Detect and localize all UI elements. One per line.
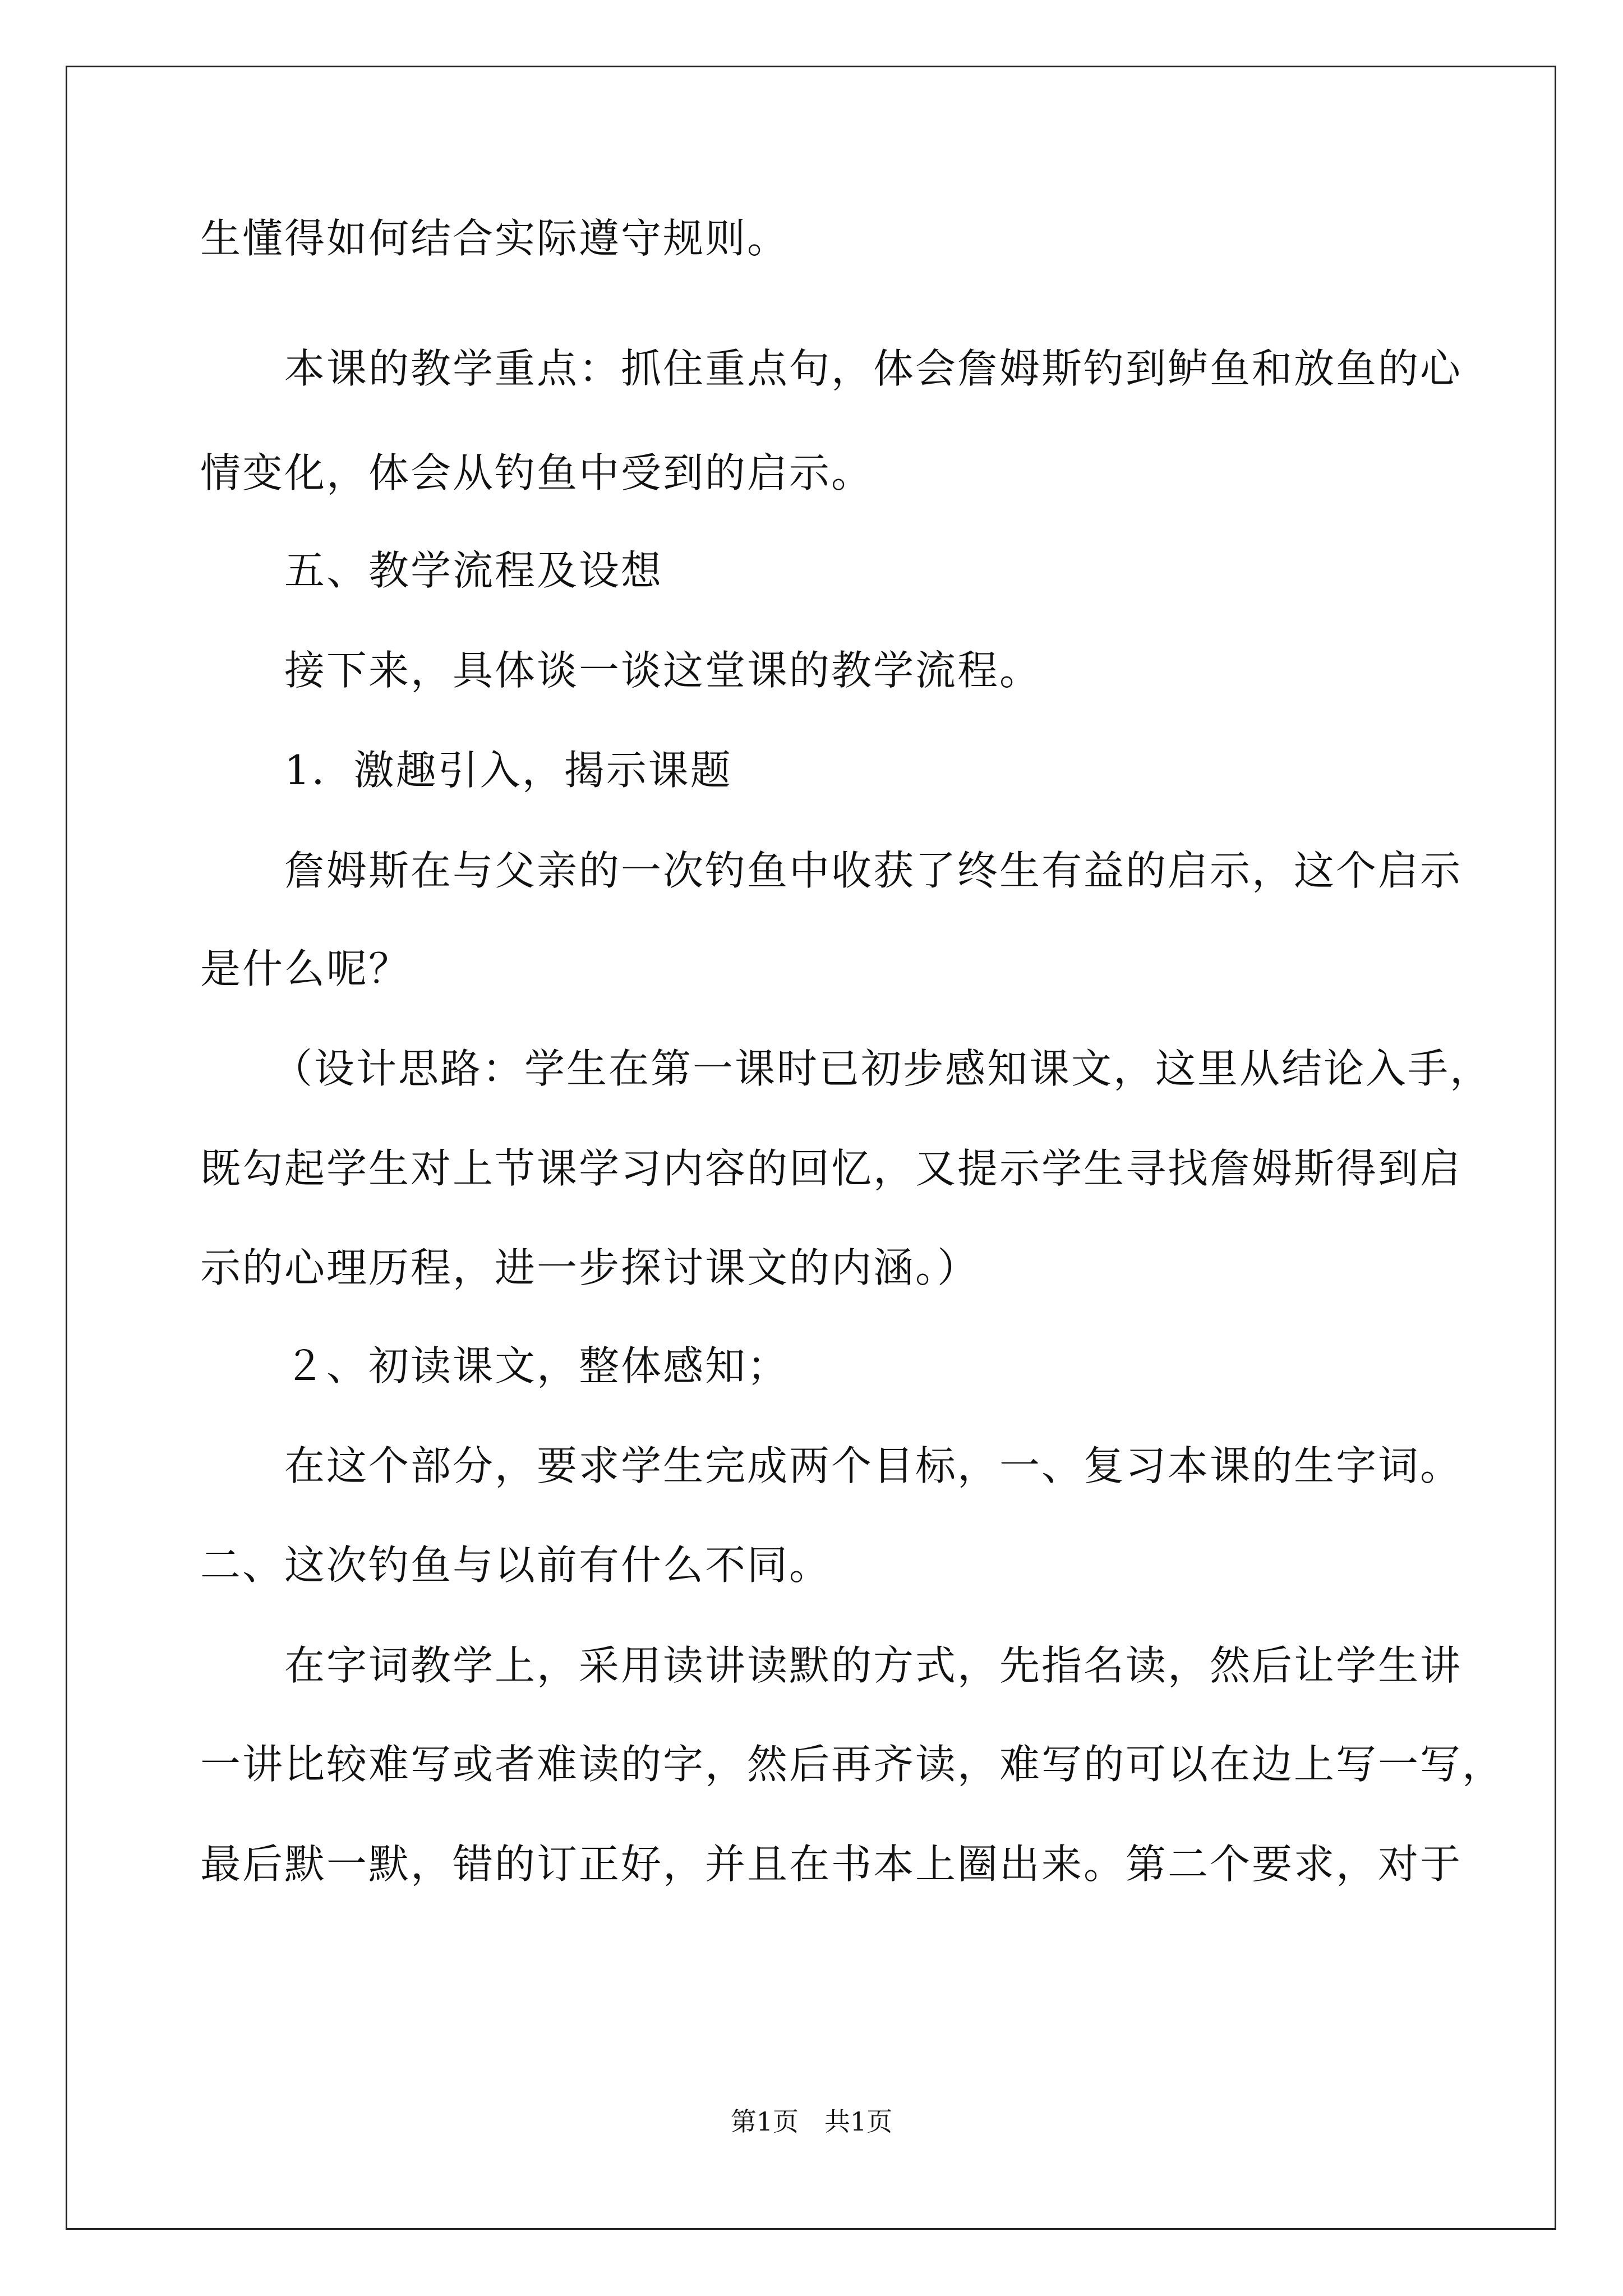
text-line: 情变化，体会从钓鱼中受到的启示。 <box>200 449 874 496</box>
text-line: 是什么呢？ <box>200 945 411 992</box>
text-line: （设计思路：学生在第一课时已初步感知课文，这里从结论入手， <box>272 1045 1492 1092</box>
text-line: 在这个部分，要求学生完成两个目标，一、复习本课的生字词。 <box>284 1442 1463 1489</box>
page-footer: 第1页 共1页 <box>730 2106 893 2137</box>
subsection-heading: ２、初读课文，整体感知； <box>284 1342 790 1389</box>
text-line: 詹姆斯在与父亲的一次钓鱼中收获了终生有益的启示，这个启示 <box>284 847 1463 894</box>
text-line: 二、这次钓鱼与以前有什么不同。 <box>200 1542 832 1589</box>
text-line: 一讲比较难写或者难读的字，然后再齐读，难写的可以在边上写一写， <box>200 1741 1505 1788</box>
subsection-heading: 1．激趣引入，揭示课题 <box>284 747 732 794</box>
section-heading: 五、教学流程及设想 <box>284 547 663 594</box>
text-line: 在字词教学上，采用读讲读默的方式，先指名读，然后让学生讲 <box>284 1642 1463 1689</box>
text-line: 示的心理历程，进一步探讨课文的内涵。） <box>200 1244 980 1291</box>
text-line: 生懂得如何结合实际遵守规则。 <box>200 215 790 262</box>
text-line: 接下来，具体谈一谈这堂课的教学流程。 <box>284 647 1042 694</box>
text-line: 本课的教学重点：抓住重点句，体会詹姆斯钓到鲈鱼和放鱼的心 <box>284 345 1463 392</box>
text-line: 既勾起学生对上节课学习内容的回忆，又提示学生寻找詹姆斯得到启 <box>200 1145 1463 1192</box>
text-line: 最后默一默，错的订正好，并且在书本上圈出来。第二个要求，对于 <box>200 1841 1463 1888</box>
